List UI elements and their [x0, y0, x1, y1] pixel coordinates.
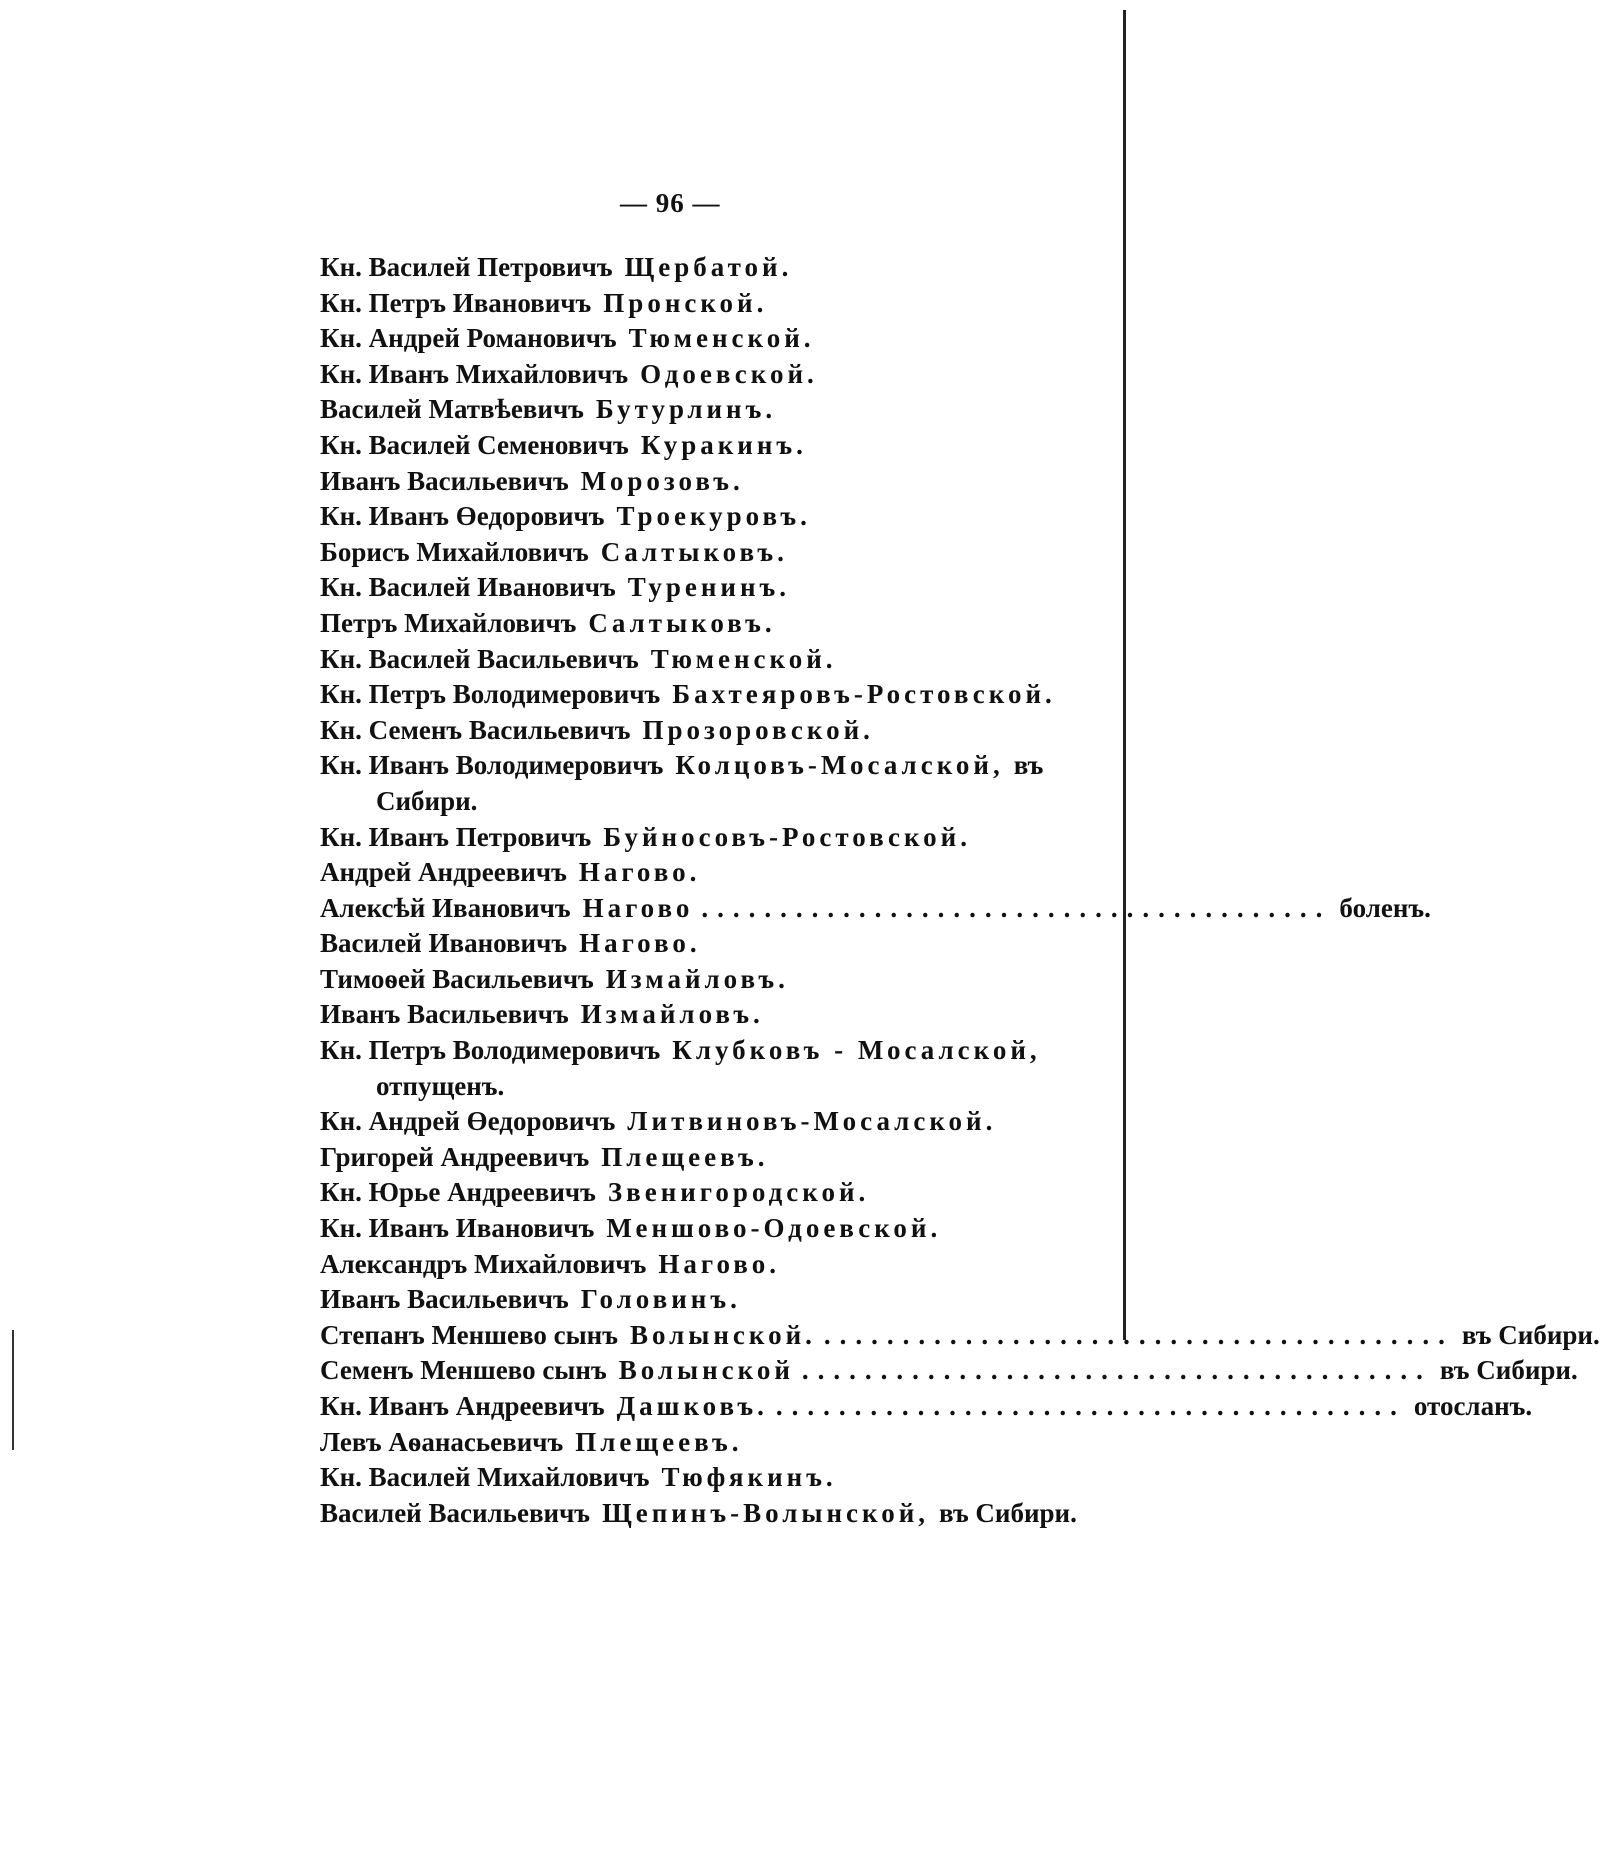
given-name: Иванъ Васильевичъ — [320, 999, 569, 1030]
surname: Пронской. — [603, 287, 768, 318]
list-item — [320, 1140, 1080, 1176]
surname: Волынской. — [629, 1319, 816, 1350]
surname: Измайловъ. — [605, 963, 789, 994]
list-item-continuation — [320, 784, 1080, 820]
given-name: Семенъ Меншево сынъ — [320, 1355, 607, 1386]
surname: Нагово. — [658, 1248, 780, 1279]
surname: Одоевской. — [640, 358, 818, 389]
given-name: Кн. Иванъ Өедоровичъ — [320, 501, 605, 532]
dot-leader: ........................................ — [801, 1355, 1432, 1386]
given-name: Кн. Василей Васильевичъ — [320, 643, 639, 674]
given-name: Степанъ Меншево сынъ — [320, 1319, 618, 1350]
entry-status: боленъ. — [1339, 892, 1431, 923]
surname: Литвиновъ-Мосалской. — [627, 1106, 997, 1137]
given-name: Петръ Михайловичъ — [320, 607, 577, 638]
given-name: Иванъ Васильевичъ — [320, 465, 569, 496]
dot-leader: ........................................ — [823, 1319, 1454, 1350]
page-edge-mark — [12, 1330, 14, 1450]
surname: Клубковъ - Мосалской, — [672, 1035, 1041, 1066]
given-name: Кн. Василей Михайловичъ — [320, 1462, 650, 1493]
list-item — [320, 535, 1080, 571]
given-name: Левъ Аѳанасьевичъ — [320, 1426, 564, 1457]
given-name: Алексѣй Ивановичъ — [320, 892, 571, 923]
list-item — [320, 464, 1080, 500]
list-item — [320, 713, 1080, 749]
given-name: Кн. Семенъ Васильевичъ — [320, 714, 631, 745]
surname: Меншово-Одоевской. — [606, 1213, 942, 1244]
surname: Буйносовъ-Ростовской. — [603, 821, 971, 852]
list-item — [320, 321, 1080, 357]
list-item — [320, 926, 1080, 962]
name-list — [320, 250, 1600, 1531]
list-item — [320, 357, 1080, 393]
entry-status: въ Сибири. — [1439, 1355, 1578, 1386]
given-name: Борисъ Михайловичъ — [320, 536, 589, 567]
list-item — [320, 1104, 1080, 1140]
list-item — [320, 392, 1080, 428]
surname: Звенигородской. — [607, 1177, 870, 1208]
given-name: Кн. Иванъ Андреевичъ — [320, 1391, 605, 1421]
list-item — [320, 570, 1080, 606]
list-item — [320, 997, 1080, 1033]
given-name: Кн. Иванъ Михайловичъ — [320, 358, 629, 389]
surname: Колцовъ-Мосалской, — [675, 750, 1004, 781]
given-name: Александръ Михайловичъ — [320, 1248, 647, 1279]
list-item — [320, 855, 1080, 891]
given-name: Кн. Василей Петровичъ — [320, 252, 613, 282]
list-item — [320, 1460, 1080, 1496]
given-name: Кн. Иванъ Ивановичъ — [320, 1213, 595, 1244]
dot-leader: ........................................ — [775, 1391, 1406, 1421]
entry-note: въ Сибири. — [939, 1497, 1077, 1528]
surname: Нагово. — [578, 857, 701, 888]
entry-status: отосланъ. — [1413, 1391, 1533, 1421]
given-name: Василей Васильевичъ — [320, 1497, 591, 1528]
given-name: Кн. Юрье Андреевичъ — [320, 1177, 596, 1208]
surname: Салтыковъ. — [600, 536, 788, 567]
surname: Тюфякинъ. — [661, 1462, 837, 1493]
list-item — [320, 1425, 1080, 1461]
list-item — [320, 286, 1080, 322]
given-name: Иванъ Васильевичъ — [320, 1284, 569, 1315]
list-item — [320, 428, 1080, 464]
given-name: Кн. Андрей Романовичъ — [320, 323, 617, 354]
list-item — [320, 1496, 1080, 1532]
given-name: Кн. Петръ Володимеровичъ — [320, 1035, 661, 1066]
surname: Тюменской. — [650, 643, 837, 674]
surname: Бутурлинъ. — [595, 394, 777, 425]
surname: Бахтеяровъ-Ростовской. — [672, 679, 1056, 710]
dot-leader: ........................................ — [701, 892, 1332, 923]
given-name: Кн. Петръ Володимеровичъ — [320, 679, 661, 710]
list-item — [320, 1033, 1080, 1069]
surname: Куракинъ. — [640, 429, 807, 460]
list-item — [320, 1211, 1080, 1247]
list-item — [320, 962, 1080, 998]
page-edge-line — [1123, 10, 1126, 1340]
surname: Прозоровской. — [642, 714, 874, 745]
surname: Измайловъ. — [580, 999, 764, 1030]
surname: Нагово — [582, 892, 694, 923]
list-item — [320, 499, 1080, 535]
list-item — [320, 1282, 1080, 1318]
list-item — [320, 1247, 1080, 1283]
continuation-text: Сибири. — [376, 785, 478, 816]
surname: Плещеевъ. — [601, 1141, 769, 1172]
surname: Щербатой. — [624, 252, 793, 282]
given-name: Василей Ивановичъ — [320, 928, 568, 959]
surname: Щепинъ-Волынской, — [602, 1497, 930, 1528]
given-name: Василей Матвѣевичъ — [320, 394, 584, 425]
list-item — [320, 606, 1080, 642]
surname: Салтыковъ. — [588, 607, 776, 638]
given-name: Кн. Иванъ Володимеровичъ — [320, 750, 664, 781]
given-name: Кн. Андрей Өедоровичъ — [320, 1106, 616, 1137]
list-item — [320, 748, 1080, 784]
surname: Тюменской. — [628, 323, 815, 354]
given-name: Кн. Василей Семеновичъ — [320, 429, 629, 460]
list-item — [320, 820, 1080, 856]
surname: Дашковъ. — [616, 1391, 768, 1421]
list-item — [320, 1353, 1578, 1389]
list-item — [320, 1175, 1080, 1211]
surname: Плещеевъ. — [575, 1426, 743, 1457]
list-item — [320, 891, 1431, 927]
page-number: — 96 — — [620, 188, 721, 218]
list-item — [320, 250, 1080, 286]
surname: Туренинъ. — [627, 572, 791, 603]
given-name: Тимоѳей Васильевичъ — [320, 963, 594, 994]
list-item — [320, 1389, 1533, 1425]
surname: Головинъ. — [580, 1284, 741, 1315]
list-item — [320, 677, 1080, 713]
list-item — [320, 1318, 1600, 1354]
given-name: Кн. Петръ Ивановичъ — [320, 287, 592, 318]
given-name: Кн. Иванъ Петровичъ — [320, 821, 592, 852]
surname: Морозовъ. — [580, 465, 744, 496]
list-item — [320, 642, 1080, 678]
given-name: Андрей Андреевичъ — [320, 857, 567, 888]
entry-status: въ Сибири. — [1461, 1319, 1600, 1350]
given-name: Кн. Василей Ивановичъ — [320, 572, 616, 603]
surname: Троекуровъ. — [616, 501, 811, 532]
entry-note: въ — [1013, 750, 1044, 781]
list-item-continuation — [320, 1069, 1080, 1105]
surname: Волынской — [618, 1355, 794, 1386]
surname: Нагово. — [579, 928, 701, 959]
continuation-text: отпущенъ. — [376, 1070, 505, 1101]
given-name: Григорей Андреевичъ — [320, 1141, 590, 1172]
